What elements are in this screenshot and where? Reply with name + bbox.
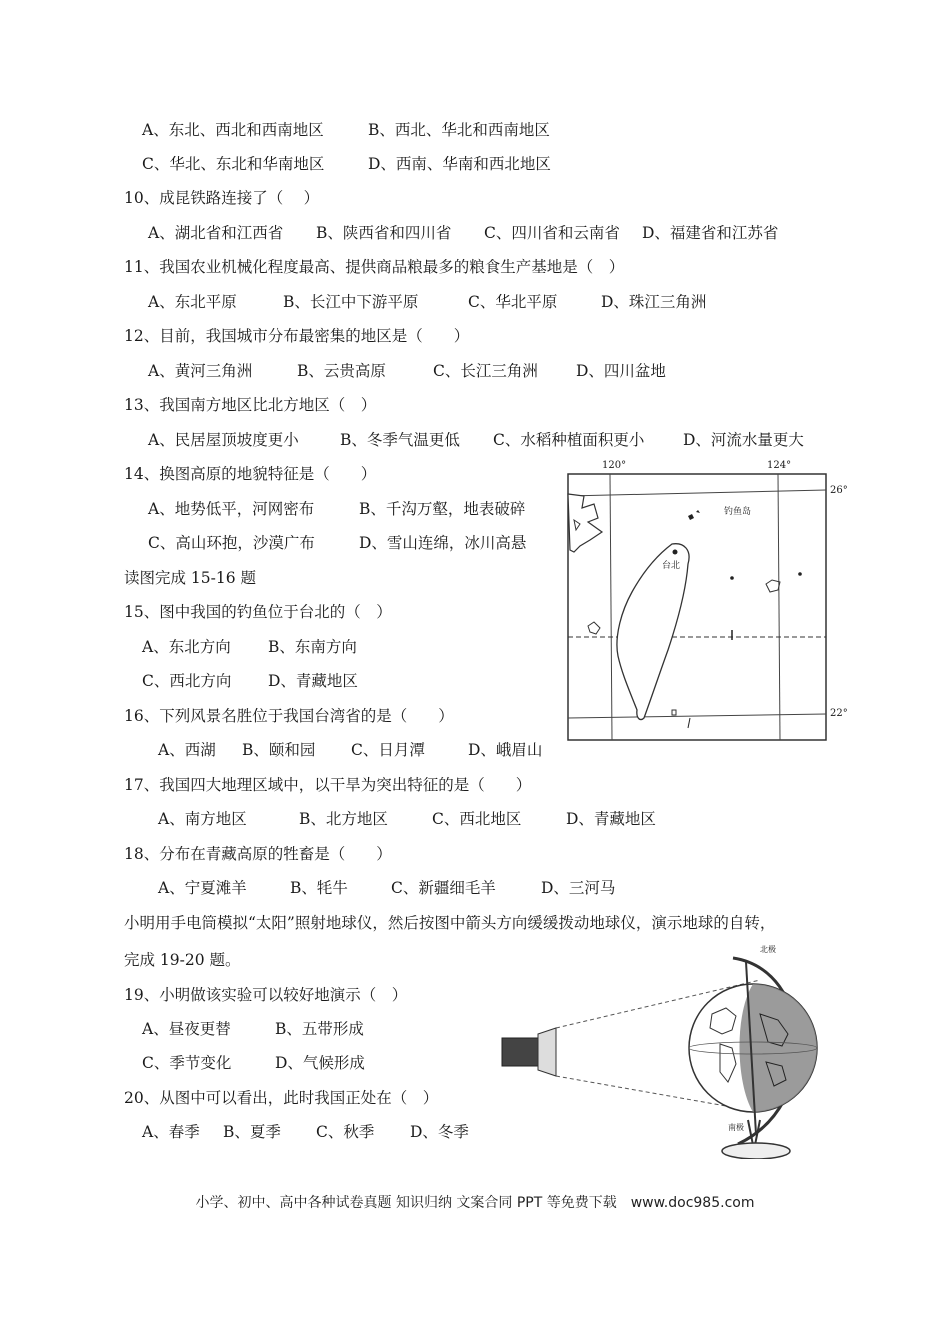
question-stem: 读图完成 15-16 题 bbox=[124, 569, 257, 587]
answer-option: C、华北、东北和华南地区 bbox=[142, 155, 325, 173]
answer-option: D、青藏地区 bbox=[566, 810, 656, 828]
answer-option: C、季节变化 bbox=[142, 1054, 232, 1072]
answer-option: C、新疆细毛羊 bbox=[391, 879, 496, 897]
answer-option: C、水稻种植面积更小 bbox=[493, 431, 645, 449]
answer-option: D、峨眉山 bbox=[468, 741, 543, 759]
answer-option: B、西北、华北和西南地区 bbox=[368, 121, 550, 139]
answer-option: D、雪山连绵，冰川高悬 bbox=[359, 534, 527, 552]
answer-option: B、陕西省和四川省 bbox=[316, 224, 452, 242]
answer-option: A、春季 bbox=[142, 1123, 200, 1141]
answer-option: B、长江中下游平原 bbox=[283, 293, 419, 311]
answer-option: B、五带形成 bbox=[275, 1020, 364, 1038]
question-stem: 11、我国农业机械化程度最高、提供商品粮最多的粮食生产基地是（ ） bbox=[124, 258, 625, 276]
answer-option: D、冬季 bbox=[410, 1123, 469, 1141]
answer-option: D、气候形成 bbox=[275, 1054, 365, 1072]
question-stem: 完成 19-20 题。 bbox=[124, 951, 241, 969]
answer-option: C、日月潭 bbox=[351, 741, 425, 759]
question-stem: 20、从图中可以看出，此时我国正处在（ ） bbox=[124, 1089, 439, 1107]
globe-illustration bbox=[498, 944, 828, 1159]
answer-option: A、湖北省和江西省 bbox=[148, 224, 284, 242]
answer-option: A、地势低平，河网密布 bbox=[148, 500, 315, 518]
question-stem: 13、我国南方地区比北方地区（ ） bbox=[124, 396, 377, 414]
taiwan-map-figure bbox=[560, 460, 860, 750]
answer-option: A、宁夏滩羊 bbox=[158, 879, 247, 897]
answer-option: B、北方地区 bbox=[299, 810, 388, 828]
taipei-label: 台北 bbox=[662, 561, 681, 571]
answer-option: D、三河马 bbox=[541, 879, 616, 897]
answer-option: A、西湖 bbox=[158, 741, 216, 759]
question-stem: 12、目前，我国城市分布最密集的地区是（ ） bbox=[124, 327, 470, 345]
answer-option: A、昼夜更替 bbox=[142, 1020, 231, 1038]
lon-120-label: 120° bbox=[602, 460, 627, 471]
lat-22-label: 22° bbox=[830, 708, 848, 719]
page-footer: 小学、初中、高中各种试卷真题 知识归纳 文案合同 PPT 等免费下载 www.doc985.com bbox=[195, 1195, 755, 1211]
south-pole-label: 南极 bbox=[728, 1123, 744, 1132]
answer-option: B、冬季气温更低 bbox=[340, 431, 460, 449]
question-stem: 小明用手电筒模拟“太阳”照射地球仪，然后按图中箭头方向缓缓拨动地球仪，演示地球的自转， bbox=[124, 914, 776, 932]
question-stem: 14、换图高原的地貌特征是（ ） bbox=[124, 465, 377, 483]
lon-124-label: 124° bbox=[767, 460, 792, 471]
answer-option: D、珠江三角洲 bbox=[601, 293, 707, 311]
answer-option: A、民居屋顶坡度更小 bbox=[148, 431, 299, 449]
answer-option: D、西南、华南和西北地区 bbox=[368, 155, 551, 173]
answer-option: C、长江三角洲 bbox=[433, 362, 538, 380]
answer-option: B、云贵高原 bbox=[297, 362, 386, 380]
answer-option: C、华北平原 bbox=[468, 293, 558, 311]
answer-option: A、东北平原 bbox=[148, 293, 237, 311]
answer-option: B、颐和园 bbox=[242, 741, 316, 759]
answer-option: B、夏季 bbox=[223, 1123, 281, 1141]
answer-option: C、西北方向 bbox=[142, 672, 232, 690]
answer-option: C、高山环抱，沙漠广布 bbox=[148, 534, 315, 552]
lat-26-label: 26° bbox=[830, 485, 848, 496]
diaoyu-label: 钓鱼岛 bbox=[724, 507, 752, 517]
answer-option: C、秋季 bbox=[316, 1123, 375, 1141]
answer-option: A、东北方向 bbox=[142, 638, 231, 656]
answer-option: B、牦牛 bbox=[290, 879, 348, 897]
question-stem: 15、图中我国的钓鱼位于台北的（ ） bbox=[124, 603, 392, 621]
answer-option: D、河流水量更大 bbox=[683, 431, 804, 449]
question-stem: 17、我国四大地理区域中，以干旱为突出特征的是（ ） bbox=[124, 776, 532, 794]
globe-figure bbox=[498, 944, 828, 1159]
question-stem: 18、分布在青藏高原的牲畜是（ ） bbox=[124, 845, 392, 863]
north-pole-label: 北极 bbox=[760, 945, 776, 954]
answer-option: A、南方地区 bbox=[158, 810, 247, 828]
answer-option: A、东北、西北和西南地区 bbox=[142, 121, 324, 139]
answer-option: A、黄河三角洲 bbox=[148, 362, 253, 380]
taiwan-map bbox=[560, 460, 860, 750]
answer-option: B、东南方向 bbox=[268, 638, 357, 656]
answer-option: D、青藏地区 bbox=[268, 672, 358, 690]
answer-option: B、千沟万壑，地表破碎 bbox=[359, 500, 526, 518]
question-stem: 10、成昆铁路连接了（ ） bbox=[124, 189, 320, 207]
question-stem: 19、小明做该实验可以较好地演示（ ） bbox=[124, 986, 408, 1004]
answer-option: C、四川省和云南省 bbox=[484, 224, 620, 242]
answer-option: C、西北地区 bbox=[432, 810, 522, 828]
answer-option: D、四川盆地 bbox=[576, 362, 666, 380]
question-stem: 16、下列风景名胜位于我国台湾省的是（ ） bbox=[124, 707, 454, 725]
answer-option: D、福建省和江苏省 bbox=[642, 224, 779, 242]
